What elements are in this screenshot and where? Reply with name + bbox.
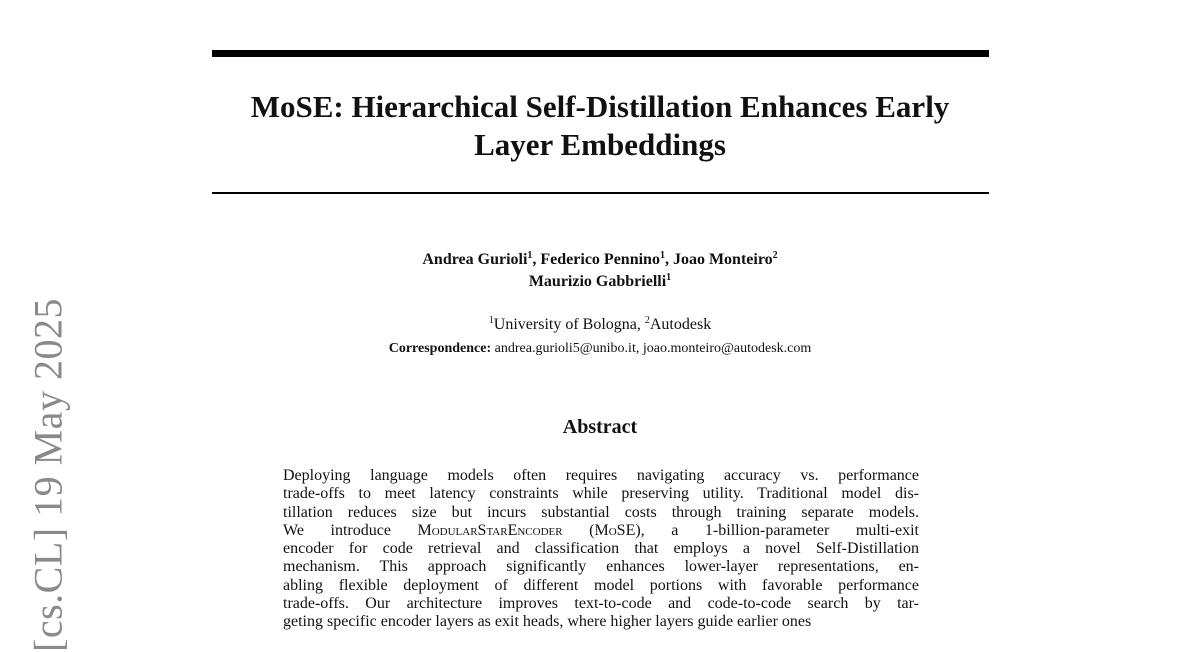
author-affiliation-mark: 1 [527, 250, 533, 261]
abstract-text: (M [562, 521, 609, 539]
title-top-rule [212, 50, 989, 57]
model-name: ModularStarEncoder [417, 521, 563, 539]
abstract-line: geting specific encoder layers as exit heads, where higher layers guide earlier ones [283, 613, 812, 631]
affiliation-institution: University of Bologna, [493, 316, 645, 333]
title-line-1: MoSE: Hierarchical Self-Distillation Enhances Early [250, 89, 950, 124]
abstract-heading: Abstract [562, 416, 638, 438]
abstract-line: mechanism. This approach significantly enhances lower-layer representations, en- [283, 558, 919, 576]
author-affiliation-mark: 1 [659, 250, 665, 261]
abstract-line: Deploying language models often requires navigating accuracy vs. performance [283, 467, 919, 484]
affiliation-institution: Autodesk [649, 316, 712, 333]
author-list [250, 249, 950, 293]
abstract-line: trade-offs to meet latency constraints while preserving utility. Traditional model dis- [283, 485, 919, 503]
paper-title [190, 88, 1010, 164]
correspondence-label: Correspondence: [388, 341, 492, 356]
arxiv-watermark: [cs.CL] 19 May 2025 [25, 298, 71, 652]
abstract-line: trade-offs. Our architecture improves text-to-code and code-to-code search by tar- [283, 595, 919, 613]
abstract-line [283, 522, 919, 540]
author-name: Joao Monteiro [672, 251, 773, 268]
title-line-2: Layer Embeddings [474, 127, 726, 162]
author-affiliation-mark: 2 [772, 250, 778, 261]
abstract-body [283, 467, 919, 632]
affiliation-mark: 1 [488, 315, 494, 326]
abstract-line: abling flexible deployment of different model portions with favorable performance [283, 576, 919, 594]
abstract-text: SE), a 1-billion-parameter multi-exit [616, 521, 919, 539]
author-name: Maurizio Gabbrielli [528, 273, 667, 290]
author-line-2 [250, 271, 950, 293]
author-name: Federico Pennino [540, 251, 660, 268]
model-acronym-smallcaps: o [608, 521, 617, 539]
affiliation-mark: 2 [644, 315, 650, 326]
correspondence [250, 340, 950, 358]
author-line-1: Andrea Gurioli$^1$, Federico Pennino$^1$, Joao Monteiro$^2$ [422, 250, 778, 268]
title-bottom-rule [212, 192, 989, 194]
abstract-line: tillation reduces size but incurs substantial costs through training separate models. [283, 503, 919, 521]
abstract-text: We introduce [283, 521, 418, 539]
author-name: Andrea Gurioli [422, 251, 528, 268]
correspondence-emails: andrea.gurioli5@unibo.it, joao.monteiro@autodesk.com [494, 341, 812, 356]
affiliations [250, 315, 950, 335]
author-affiliation-mark: 1 [666, 272, 672, 283]
abstract-line: encoder for code retrieval and classification that employs a novel Self-Distillation [283, 540, 919, 558]
